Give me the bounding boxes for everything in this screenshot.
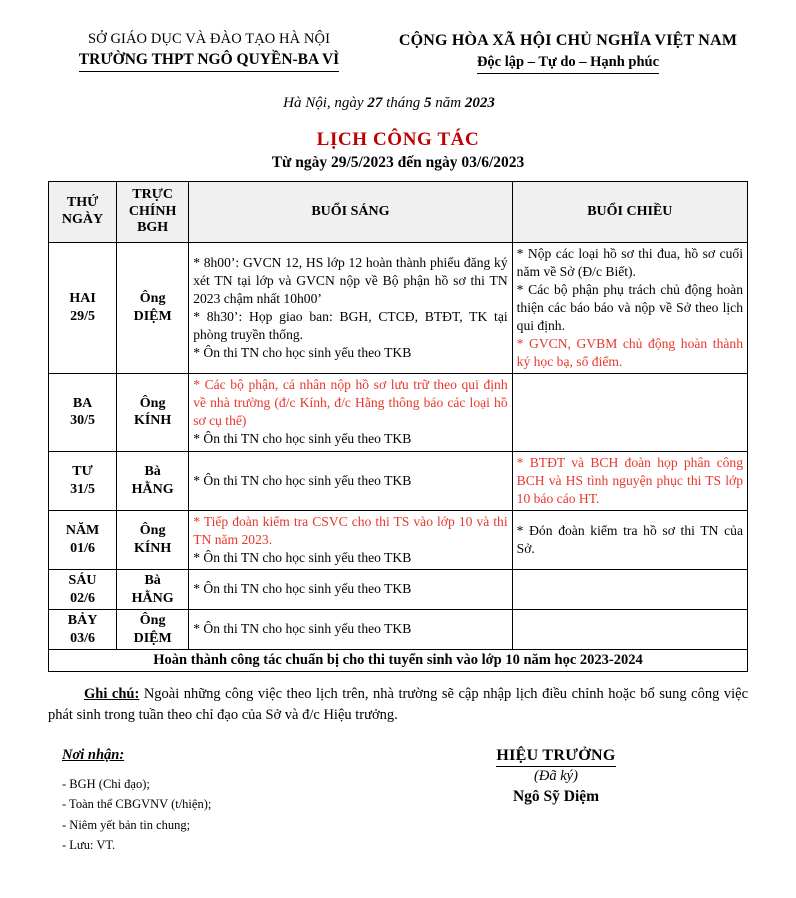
date-month-label: tháng bbox=[382, 95, 424, 112]
issuing-authority-block bbox=[34, 30, 374, 74]
task-line: * Ôn thi TN cho học sinh yếu theo TKB bbox=[193, 431, 412, 447]
task-line: * Nộp các loại hồ sơ thi đua, hồ sơ cuối năm về Sở (Đ/c Biết). bbox=[516, 245, 743, 279]
summary-text: Hoàn thành công tác chuẩn bị cho thi tuyển sinh vào lớp 10 năm học 2023-2024 bbox=[49, 650, 748, 672]
signature-block bbox=[392, 747, 748, 855]
duty-title: Bà bbox=[144, 464, 161, 480]
task-line: * Ôn thi TN cho học sinh yếu theo TKB bbox=[193, 345, 412, 361]
national-motto-text: Độc lập – Tự do – Hạnh phúc bbox=[477, 53, 659, 75]
day-name: HAI bbox=[69, 291, 96, 307]
duty-name: KÍNH bbox=[133, 413, 172, 429]
afternoon-tasks-cell bbox=[512, 510, 747, 569]
task-line: * Đón đoàn kiểm tra hồ sơ thi TN của Sở. bbox=[516, 522, 743, 556]
duty-officer-cell bbox=[117, 374, 189, 451]
duty-title: Ông bbox=[139, 395, 166, 411]
date-month: 5 bbox=[424, 95, 432, 112]
morning-tasks-cell bbox=[189, 570, 512, 610]
duty-title: Ông bbox=[139, 523, 166, 539]
duty-name: HẰNG bbox=[131, 481, 174, 497]
column-header-duty-line3: BGH bbox=[137, 220, 169, 236]
duty-officer-cell bbox=[117, 510, 189, 569]
note-paragraph bbox=[0, 684, 796, 726]
task-line: * BTĐT và BCH đoàn họp phân công BCH và HS tình nguyện phục thi TS lớp 10 báo cáo HT. bbox=[516, 454, 743, 506]
day-date: 30/5 bbox=[70, 413, 95, 429]
day-name: SÁU bbox=[68, 573, 97, 589]
task-line: * Ôn thi TN cho học sinh yếu theo TKB bbox=[193, 549, 412, 565]
duty-name: DIỆM bbox=[133, 630, 172, 646]
day-cell bbox=[49, 610, 117, 650]
duty-officer-cell bbox=[117, 242, 189, 374]
task-line: * Ôn thi TN cho học sinh yếu theo TKB bbox=[193, 581, 412, 597]
duty-officer-cell bbox=[117, 610, 189, 650]
task-line: * GVCN, GVBM chủ động hoàn thành ký học bạ, sổ điểm. bbox=[516, 336, 743, 370]
column-header-duty bbox=[117, 182, 189, 243]
school-name-text: TRƯỜNG THPT NGÔ QUYỀN-BA VÌ bbox=[79, 50, 339, 73]
duty-name: KÍNH bbox=[133, 540, 172, 556]
national-motto bbox=[374, 53, 762, 75]
day-name: BA bbox=[72, 395, 93, 411]
morning-tasks-cell bbox=[189, 451, 512, 510]
date-day: 27 bbox=[367, 95, 383, 112]
column-header-duty-line1: TRỰC bbox=[132, 187, 173, 203]
column-header-day bbox=[49, 182, 117, 243]
task-line: * Ôn thi TN cho học sinh yếu theo TKB bbox=[193, 621, 412, 637]
date-year-label: năm bbox=[431, 95, 465, 112]
table-row bbox=[49, 374, 748, 451]
day-name: BẢY bbox=[67, 613, 98, 629]
afternoon-tasks-cell bbox=[512, 610, 747, 650]
signature-title bbox=[392, 747, 720, 767]
duty-name: DIỆM bbox=[133, 308, 172, 324]
duty-title: Ông bbox=[139, 613, 166, 629]
recipients-block bbox=[48, 747, 392, 855]
country-name: CỘNG HÒA XÃ HỘI CHỦ NGHĨA VIỆT NAM bbox=[398, 32, 738, 49]
table-row bbox=[49, 451, 748, 510]
task-line: * Tiếp đoàn kiểm tra CSVC cho thi TS vào lớp 10 và thi TN năm 2023. bbox=[193, 513, 508, 547]
date-range-subtitle: Từ ngày 29/5/2023 đến ngày 03/6/2023 bbox=[271, 154, 525, 172]
table-row bbox=[49, 570, 748, 610]
column-header-duty-line2: CHÍNH bbox=[128, 203, 177, 219]
title-block bbox=[0, 129, 796, 172]
day-cell bbox=[49, 510, 117, 569]
day-date: 01/6 bbox=[70, 540, 95, 556]
duty-title: Ông bbox=[139, 291, 166, 307]
department-name: SỞ GIÁO DỤC VÀ ĐÀO TẠO HÀ NỘI bbox=[87, 31, 330, 47]
day-cell bbox=[49, 374, 117, 451]
afternoon-tasks-cell bbox=[512, 570, 747, 610]
day-name: NĂM bbox=[65, 523, 100, 539]
task-line: * Ôn thi TN cho học sinh yếu theo TKB bbox=[193, 472, 412, 488]
note-label: Ghi chú: bbox=[84, 686, 140, 703]
afternoon-tasks-cell bbox=[512, 374, 747, 451]
issue-date-line bbox=[0, 95, 796, 112]
task-line: * Các bộ phận, cá nhân nộp hồ sơ lưu trữ theo qui định về nhà trường (đ/c Kính, đ/c Hằng thông báo các loại hồ sơ cụ thể) bbox=[193, 377, 508, 429]
schedule-table-wrapper bbox=[0, 181, 796, 672]
table-summary-row bbox=[49, 650, 748, 672]
signature-title-text: HIỆU TRƯỞNG bbox=[496, 747, 615, 767]
duty-officer-cell bbox=[117, 570, 189, 610]
day-date: 31/5 bbox=[70, 481, 95, 497]
day-date: 29/5 bbox=[70, 308, 95, 324]
afternoon-tasks-cell bbox=[512, 242, 747, 374]
morning-tasks-cell bbox=[189, 374, 512, 451]
table-row bbox=[49, 510, 748, 569]
date-prefix: Hà Nội, ngày bbox=[283, 95, 368, 112]
afternoon-tasks-cell bbox=[512, 451, 747, 510]
task-line: * Các bộ phận phụ trách chủ động hoàn thiện các báo báo và nộp về Sở theo lịch qui định. bbox=[516, 281, 743, 334]
signature-status: (Đã ký) bbox=[534, 768, 578, 785]
column-header-morning: BUỔI SÁNG bbox=[189, 182, 512, 243]
recipient-item: - BGH (Chỉ đạo); bbox=[62, 777, 150, 792]
morning-tasks-cell bbox=[189, 510, 512, 569]
morning-tasks-cell bbox=[189, 242, 512, 374]
table-header-row bbox=[49, 182, 748, 243]
morning-tasks-cell bbox=[189, 610, 512, 650]
recipient-item: - Toàn thể CBGVNV (t/hiện); bbox=[62, 797, 212, 812]
day-name: TƯ bbox=[72, 464, 93, 480]
task-line: * 8h00’: GVCN 12, HS lớp 12 hoàn thành phiếu đăng ký xét TN tại lớp và GVCN nộp về Bộ phận hồ sơ thi TN 2023 chậm nhất 10h00’ bbox=[193, 254, 508, 306]
day-cell bbox=[49, 242, 117, 374]
table-row bbox=[49, 610, 748, 650]
recipients-title: Nơi nhận: bbox=[62, 747, 125, 764]
page-title: LỊCH CÔNG TÁC bbox=[316, 129, 480, 151]
day-date: 03/6 bbox=[70, 630, 95, 646]
national-heading-block bbox=[374, 30, 762, 74]
day-cell bbox=[49, 451, 117, 510]
column-header-day-line2: NGÀY bbox=[61, 211, 104, 227]
school-name bbox=[44, 50, 374, 73]
schedule-table bbox=[48, 181, 748, 672]
day-cell bbox=[49, 570, 117, 610]
table-row bbox=[49, 242, 748, 374]
signer-name: Ngô Sỹ Diệm bbox=[512, 788, 600, 806]
day-date: 02/6 bbox=[70, 590, 95, 606]
column-header-day-line1: THỨ bbox=[66, 195, 99, 211]
date-year: 2023 bbox=[464, 95, 495, 112]
recipient-item: - Lưu: VT. bbox=[62, 837, 116, 852]
task-line: * 8h30’: Họp giao ban: BGH, CTCĐ, BTĐT, TK tại phòng truyền thống. bbox=[193, 308, 508, 343]
recipient-item: - Niêm yết bản tin chung; bbox=[62, 817, 191, 832]
table-body bbox=[49, 242, 748, 671]
recipients-list bbox=[62, 774, 392, 855]
document-header bbox=[0, 0, 796, 74]
document-footer bbox=[0, 747, 796, 855]
duty-officer-cell bbox=[117, 451, 189, 510]
duty-name: HẰNG bbox=[131, 590, 174, 606]
note-text: Ngoài những công việc theo lịch trên, nhà trường sẽ cập nhập lịch điều chỉnh hoặc bổ sung công việc phát sinh trong tuần theo chỉ đạo của Sở và đ/c Hiệu trưởng. bbox=[48, 686, 749, 724]
column-header-afternoon: BUỔI CHIỀU bbox=[512, 182, 747, 243]
duty-title: Bà bbox=[144, 573, 161, 589]
table-header bbox=[49, 182, 748, 243]
